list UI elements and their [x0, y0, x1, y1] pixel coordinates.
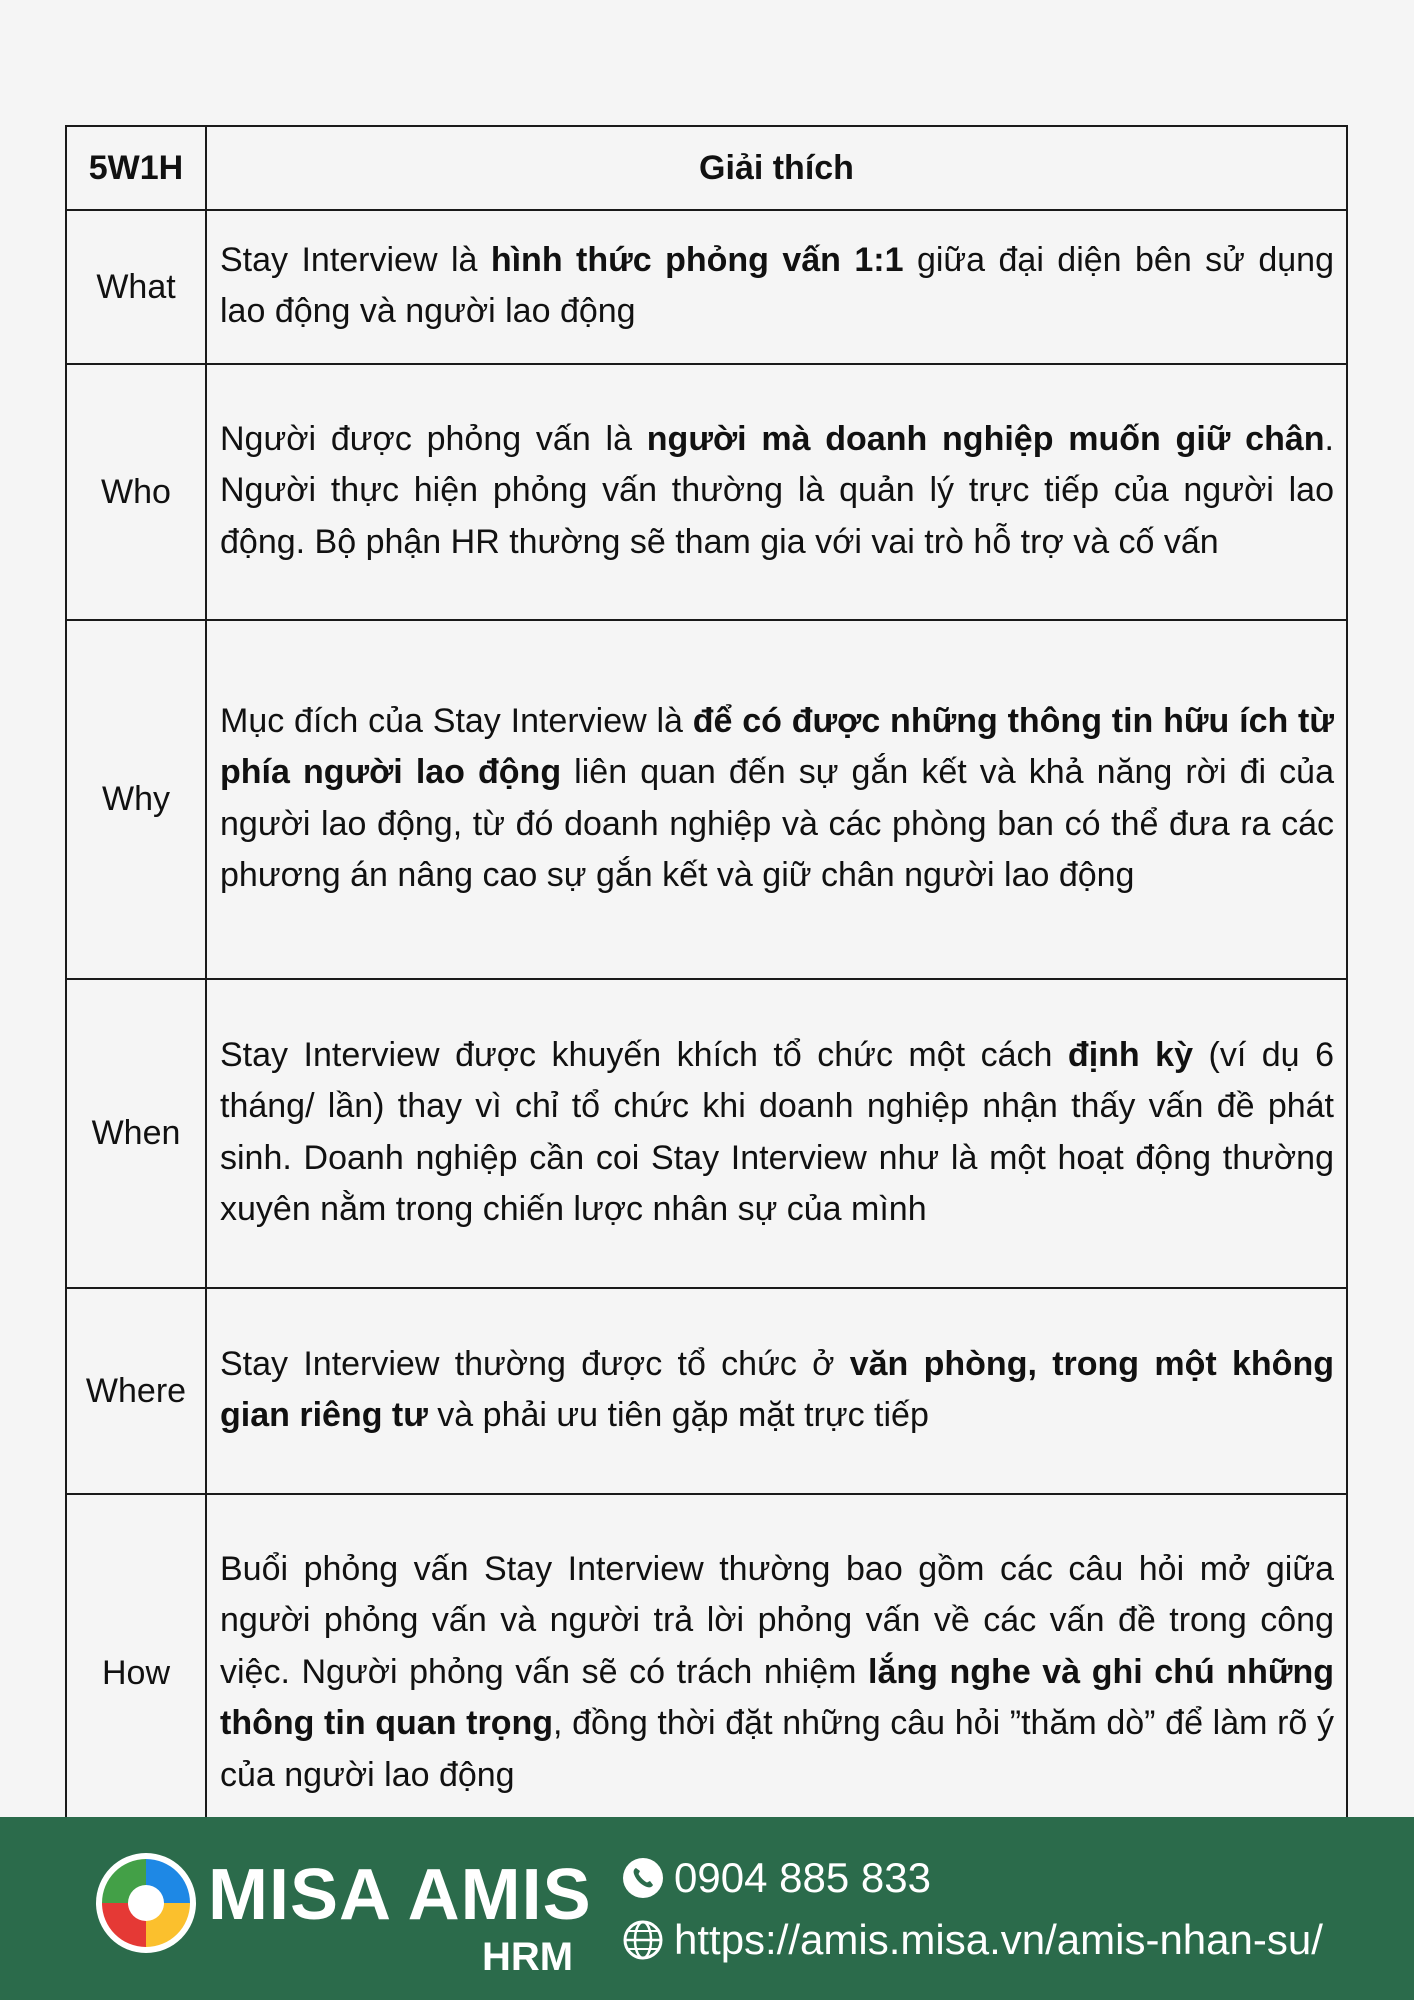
- table-row: [66, 620, 1347, 979]
- table-row: [66, 1288, 1347, 1494]
- text-segment: Stay Interview là: [220, 240, 491, 279]
- row-key: Who: [66, 364, 206, 620]
- misa-logo-icon: [94, 1851, 198, 1955]
- text-segment: (ví dụ 6 tháng/ lần) thay vì chỉ tổ chức khi doanh nghiệp nhận thấy vấn đề phát sinh. Doanh nghiệp cần coi Stay Interview như là một hoạt động thường xuyên nằm trong chiến lược nhân sự của mình: [220, 1035, 1334, 1228]
- row-description: [206, 1494, 1347, 1853]
- text-segment: , đồng thời đặt những câu hỏi ”thăm dò” để làm rõ ý của người lao động: [220, 1704, 1334, 1794]
- website-contact[interactable]: [622, 1916, 1323, 1963]
- bold-text-segment: để có được những thông tin hữu ích từ phía người lao động: [220, 701, 1335, 791]
- brand-subtitle: HRM: [482, 1935, 574, 1979]
- row-description: [206, 364, 1347, 620]
- brand-name: MISA AMIS: [208, 1855, 592, 1935]
- text-segment: liên quan đến sự gắn kết và khả năng rời đi của người lao động, từ đó doanh nghiệp và các phòng ban có thể đưa ra các phương án nâng cao sự gắn kết và giữ chân người lao động: [220, 753, 1334, 894]
- bold-text-segment: lắng nghe và ghi chú những thông tin quan trọng: [220, 1652, 1334, 1743]
- text-segment: Stay Interview thường được tổ chức ở: [220, 1344, 850, 1383]
- text-segment: Buổi phỏng vấn Stay Interview thường bao gồm các câu hỏi mở giữa người phỏng vấn và người trả lời phỏng vấn về các vấn đề trong công việc. Người phỏng vấn sẽ có trách nhiệm: [220, 1549, 1334, 1691]
- row-description: [206, 620, 1347, 979]
- table-row: [66, 364, 1347, 620]
- five-w-one-h-table: [65, 125, 1348, 1854]
- table-header-row: [66, 126, 1347, 210]
- row-description: [206, 979, 1347, 1288]
- row-description: [206, 1288, 1347, 1494]
- row-key: When: [66, 979, 206, 1288]
- header-key: 5W1H: [66, 126, 206, 210]
- row-description: [206, 210, 1347, 364]
- text-segment: Mục đích của Stay Interview là: [220, 701, 693, 740]
- globe-icon: [622, 1919, 664, 1961]
- table-row: [66, 1494, 1347, 1853]
- bold-text-segment: văn phòng, trong một không gian riêng tư: [220, 1344, 1334, 1434]
- row-key: How: [66, 1494, 206, 1853]
- bold-text-segment: định kỳ: [1067, 1035, 1193, 1074]
- text-segment: và phải ưu tiên gặp mặt trực tiếp: [427, 1396, 929, 1434]
- website-url: https://amis.misa.vn/amis-nhan-su/: [674, 1916, 1323, 1963]
- table-row: [66, 979, 1347, 1288]
- row-key: Why: [66, 620, 206, 979]
- table-row: [66, 210, 1347, 364]
- phone-icon: [622, 1857, 664, 1899]
- text-segment: . Người thực hiện phỏng vấn thường là quản lý trực tiếp của người lao động. Bộ phận HR thường sẽ tham gia với vai trò hỗ trợ và cố vấn: [220, 419, 1334, 561]
- row-key: Where: [66, 1288, 206, 1494]
- phone-contact[interactable]: [622, 1854, 931, 1901]
- text-segment: Người được phỏng vấn là: [220, 419, 647, 458]
- header-desc: Giải thích: [206, 126, 1347, 210]
- text-segment: Stay Interview được khuyến khích tổ chức một cách: [220, 1035, 1068, 1074]
- five-w-one-h-table-wrapper: [65, 125, 1348, 1854]
- phone-number: 0904 885 833: [674, 1854, 931, 1901]
- row-key: What: [66, 210, 206, 364]
- bold-text-segment: người mà doanh nghiệp muốn giữ chân: [646, 419, 1325, 458]
- bold-text-segment: hình thức phỏng vấn 1:1: [490, 240, 904, 279]
- text-segment: giữa đại diện bên sử dụng lao động và người lao động: [220, 240, 1335, 330]
- footer-banner: [0, 1817, 1414, 2000]
